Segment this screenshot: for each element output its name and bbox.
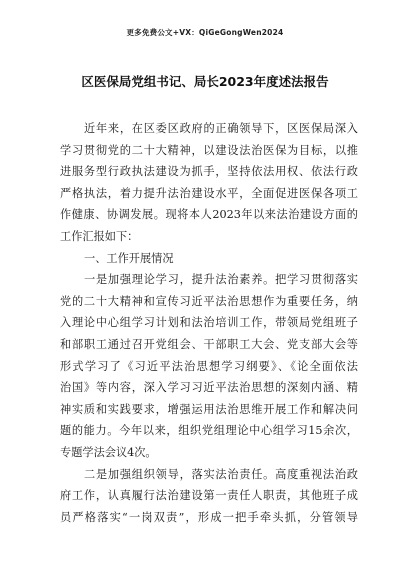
paragraph-line: 题的能力。今年以来，组织党组理论中心组学习15余次， bbox=[60, 424, 358, 438]
document-title: 区医保局党组书记、局长2023年度述法报告 bbox=[81, 74, 329, 89]
paragraph-line: 神实质和实践要求，增强运用法治思维开展工作和解决问 bbox=[60, 402, 358, 416]
paragraph-line: 府工作，认真履行法治建设第一责任人职责，其他班子成 bbox=[60, 489, 358, 503]
header-note: 更多免费公文+VX：QiGeGongWen2024 bbox=[126, 28, 284, 37]
paragraph-line: 专题学法会议4次。 bbox=[60, 445, 157, 459]
paragraph-line: 学习贯彻党的二十大精神，以建设法治医保为目标，以推 bbox=[60, 143, 358, 157]
paragraph-line: 工作汇报如下： bbox=[60, 229, 139, 243]
paragraph-line: 形式学习了《习近平法治思想学习纲要》、《论全面依法 bbox=[60, 359, 358, 373]
paragraph-line: 近年来，在区委区政府的正确领导下，区医保局深入 bbox=[84, 122, 358, 135]
paragraph-line: 严格执法，着力提升法治建设水平，全面促进医保各项工 bbox=[60, 186, 358, 200]
paragraph-line: 和部职工通过召开党组会、干部职工大会、党支部大会等 bbox=[60, 337, 358, 351]
paragraph-line: 治国》等内容，深入学习习近平法治思想的深刻内涵、精 bbox=[60, 381, 358, 395]
paragraph-line: 一是加强理论学习，提升法治素养。把学习贯彻落实 bbox=[84, 273, 358, 287]
paragraph-line: 进服务型行政执法建设为抓手，坚持依法用权、依法行政 bbox=[60, 165, 358, 179]
paragraph-line: 员严格落实“一岗双责”，形成一把手牵头抓，分管领导 bbox=[60, 510, 358, 524]
section-heading: 一、工作开展情况 bbox=[84, 251, 174, 265]
paragraph-line: 入理论中心组学习计划和法治培训工作，带领局党组班子 bbox=[60, 316, 358, 330]
paragraph-line: 作健康、协调发展。现将本人2023年以来法治建设方面的 bbox=[60, 208, 358, 222]
document-body bbox=[60, 118, 358, 528]
paragraph-line: 二是加强组织领导，落实法治责任。高度重视法治政 bbox=[84, 467, 358, 481]
paragraph-line: 党的二十大精神和宣传习近平法治思想作为重要任务，纳 bbox=[60, 294, 358, 308]
